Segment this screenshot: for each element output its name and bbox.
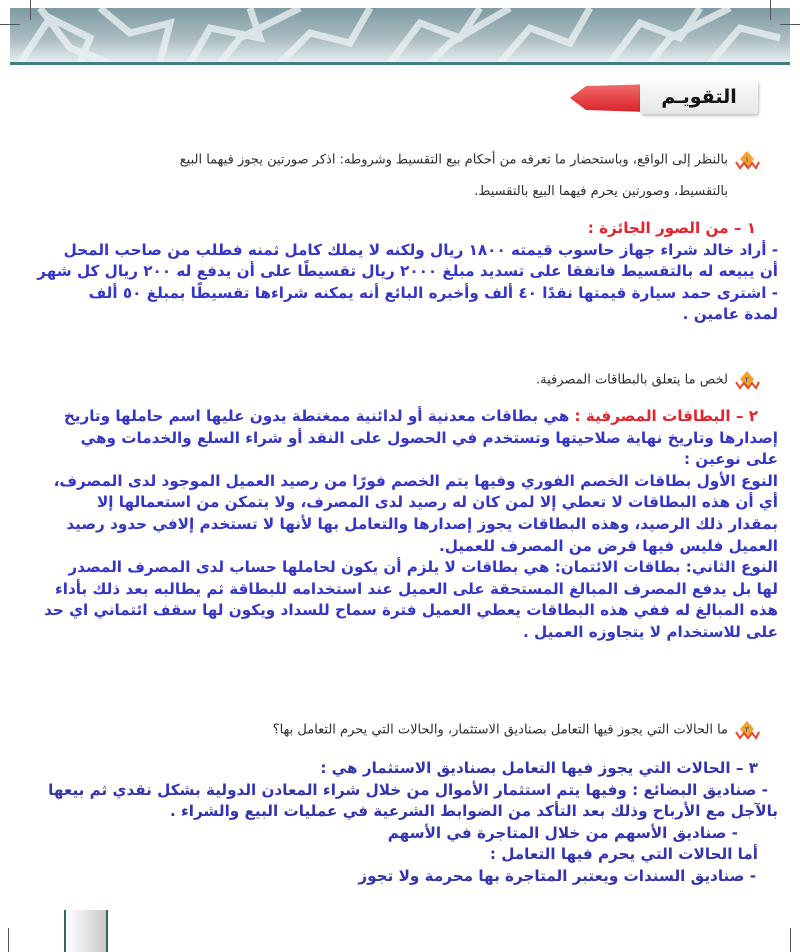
crop-mark xyxy=(0,24,20,25)
answer-3-line: - صناديق الأسهم من خلال المتاجرة في الأسهم xyxy=(387,823,738,842)
question-1-line-1: بالنظر إلى الواقع، وباستحضار ما تعرفه من أحكام بيع التقسيط وشروطه: اذكر صورتين يجوز فيهما البيع xyxy=(179,152,728,168)
question-3-text: ما الحالات التي يجوز فيها التعامل بصناديق الاستثمار، والحالات التي يحرم التعامل بها؟ xyxy=(272,722,728,738)
answer-2-line: النوع الأول بطاقات الخصم الفوري وفيها يتم الخصم فورًا من رصيد العميل الموجود لدى المصرف، xyxy=(53,471,778,490)
crop-mark xyxy=(790,928,791,952)
question-1-icon xyxy=(734,150,760,170)
answer-1-line: - اشترى حمد سيارة قيمتها نقدًا ٤٠ ألف وأخبره البائع أنه يمكنه شراءها تقسيطًا بمبلغ ٥٠ ألف xyxy=(88,283,778,302)
answer-1-line: - أراد خالد شراء جهاز حاسوب قيمته ١٨٠٠ ريال ولكنه لا يملك كامل ثمنه فطلب من صاحب المحل xyxy=(63,240,778,259)
svg-text:٣: ٣ xyxy=(744,725,750,734)
crop-mark xyxy=(8,928,9,952)
decorative-header-banner xyxy=(10,8,790,63)
question-2 xyxy=(536,370,760,390)
question-2-text: لخص ما يتعلق بالبطاقات المصرفية. xyxy=(536,372,728,388)
section-title: التقويـم xyxy=(640,80,758,114)
answer-3-line: - صناديق البضائع : وفيها يتم استثمار الأموال من خلال شراء المعادن الدولية بشكل نقدي ثم بيعها xyxy=(48,780,768,799)
geometric-pattern-icon xyxy=(10,8,790,63)
answer-2-line: بمقدار ذلك الرصيد، وهذه البطاقات يجوز إصدارها والتعامل بها لأنها لا تستخدم إلافي حدود رصيد xyxy=(66,514,778,533)
answer-1 xyxy=(22,218,778,326)
answer-2-line: هذه المبالغ له ففي هذه البطاقات يعطي العميل فترة سماح للسداد ويكون لها سقف ائتماني اي حد xyxy=(44,601,778,620)
page-number-box xyxy=(64,910,108,952)
svg-text:٢: ٢ xyxy=(744,375,750,384)
answer-3 xyxy=(22,758,778,888)
answer-2-line: إصدارها وتاريخ نهاية صلاحيتها وتستخدم في الحصول على النقد أو شراء السلع والخدمات وهي xyxy=(80,428,778,447)
answer-2-line: لها بل يدفع المصرف المبالغ المستحقة على العميل عند استخدامه للبطاقة ثم يطالبه بعد ذلك بأداء xyxy=(55,579,778,598)
answer-3-heading: ٣ – الحالات التي يجوز فيها التعامل بصناديق الاستثمار هي : xyxy=(320,759,758,777)
question-3-icon xyxy=(734,720,760,740)
answer-2 xyxy=(22,406,778,644)
crop-mark xyxy=(780,24,800,25)
answer-1-heading: ١ – من الصور الجائزة : xyxy=(587,219,756,237)
answer-3-line: بالآجل مع الأرباح وذلك بعد التأكد من الضوابط الشرعية في عمليات البيع والشراء . xyxy=(169,802,778,821)
banner-divider xyxy=(10,62,790,65)
crop-mark xyxy=(770,0,771,20)
svg-text:١: ١ xyxy=(744,155,750,164)
answer-3-line: - صناديق السندات ويعتبر المتاجرة بها محرمة ولا تجوز xyxy=(358,866,756,885)
question-3 xyxy=(273,720,760,740)
answer-2-line: أي أن هذه البطاقات لا تعطي إلا لمن كان له رصيد لدى المصرف، ولا يتمكن من استعمالها إلا xyxy=(96,493,778,512)
question-1 xyxy=(60,150,760,199)
question-1-line-2: بالتقسيط، وصورتين يحرم فيهما البيع بالتقسيط. xyxy=(474,184,728,199)
answer-2-line: العميل فليس فيها قرض من المصرف للعميل. xyxy=(438,536,778,555)
answer-2-line: على نوعين : xyxy=(683,450,778,469)
answer-2-line: على للاستخدام لا يتجاوزه العميل . xyxy=(523,622,778,641)
section-title-tab xyxy=(568,80,758,116)
answer-2-heading: ٢ – البطاقات المصرفية : xyxy=(574,407,758,425)
answer-3-line: أما الحالات التي يحرم فيها التعامل : xyxy=(489,845,758,864)
answer-1-line: لمدة عامين . xyxy=(682,305,778,324)
answer-2-line: النوع الثاني: بطاقات الائتمان: هي بطاقات لا يلزم أن يكون لحاملها حساب لدى المصرف المصدر xyxy=(68,558,778,577)
answer-2-heading-definition: هي بطاقات معدنية أو لدائنية ممغنطة يدون عليها اسم حاملها وتاريخ xyxy=(63,407,575,425)
answer-1-line: أن يبيعه له بالتقسيط فاتفقا على تسديد مبلغ ٢٠٠٠ ريال تقسيطًا على أن يدفع له ٢٠٠ ريال كل شهر xyxy=(37,262,778,281)
crop-mark xyxy=(30,0,31,20)
question-2-icon xyxy=(734,370,760,390)
